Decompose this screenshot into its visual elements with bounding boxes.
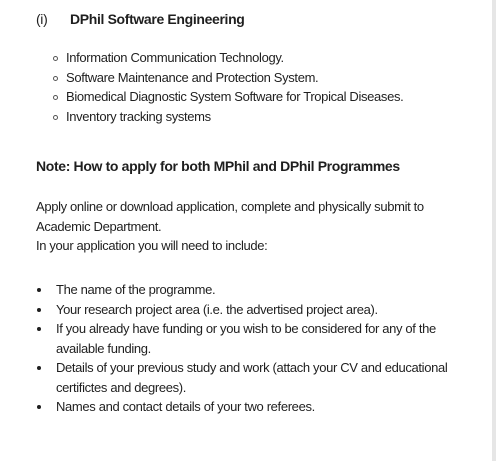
intro-line: Apply online or download application, complete and physically submit to xyxy=(36,199,424,214)
list-item: Inventory tracking systems xyxy=(52,107,472,127)
page-edge-divider xyxy=(492,0,496,461)
list-item: Software Maintenance and Protection System. xyxy=(52,68,472,88)
section-heading xyxy=(36,11,244,27)
section-number: (i) xyxy=(36,11,48,27)
list-item: If you already have funding or you wish to be considered for any of the available funding. xyxy=(36,319,476,358)
requirements-list xyxy=(36,280,476,417)
list-item: Your research project area (i.e. the advertised project area). xyxy=(36,300,476,320)
section-title: DPhil Software Engineering xyxy=(70,11,245,27)
list-item: Details of your previous study and work (attach your CV and educational certifictes and degrees). xyxy=(36,358,476,397)
note-heading: Note: How to apply for both MPhil and DPhil Programmes xyxy=(36,158,400,174)
intro-paragraph xyxy=(36,197,466,256)
research-topics-list xyxy=(52,48,472,126)
intro-line: Academic Department. xyxy=(36,218,162,234)
list-item: Biomedical Diagnostic System Software for Tropical Diseases. xyxy=(52,87,472,107)
list-item: Names and contact details of your two referees. xyxy=(36,397,476,417)
intro-line: In your application you will need to include: xyxy=(36,238,268,253)
list-item: Information Communication Technology. xyxy=(52,48,472,68)
list-item: The name of the programme. xyxy=(36,280,476,300)
